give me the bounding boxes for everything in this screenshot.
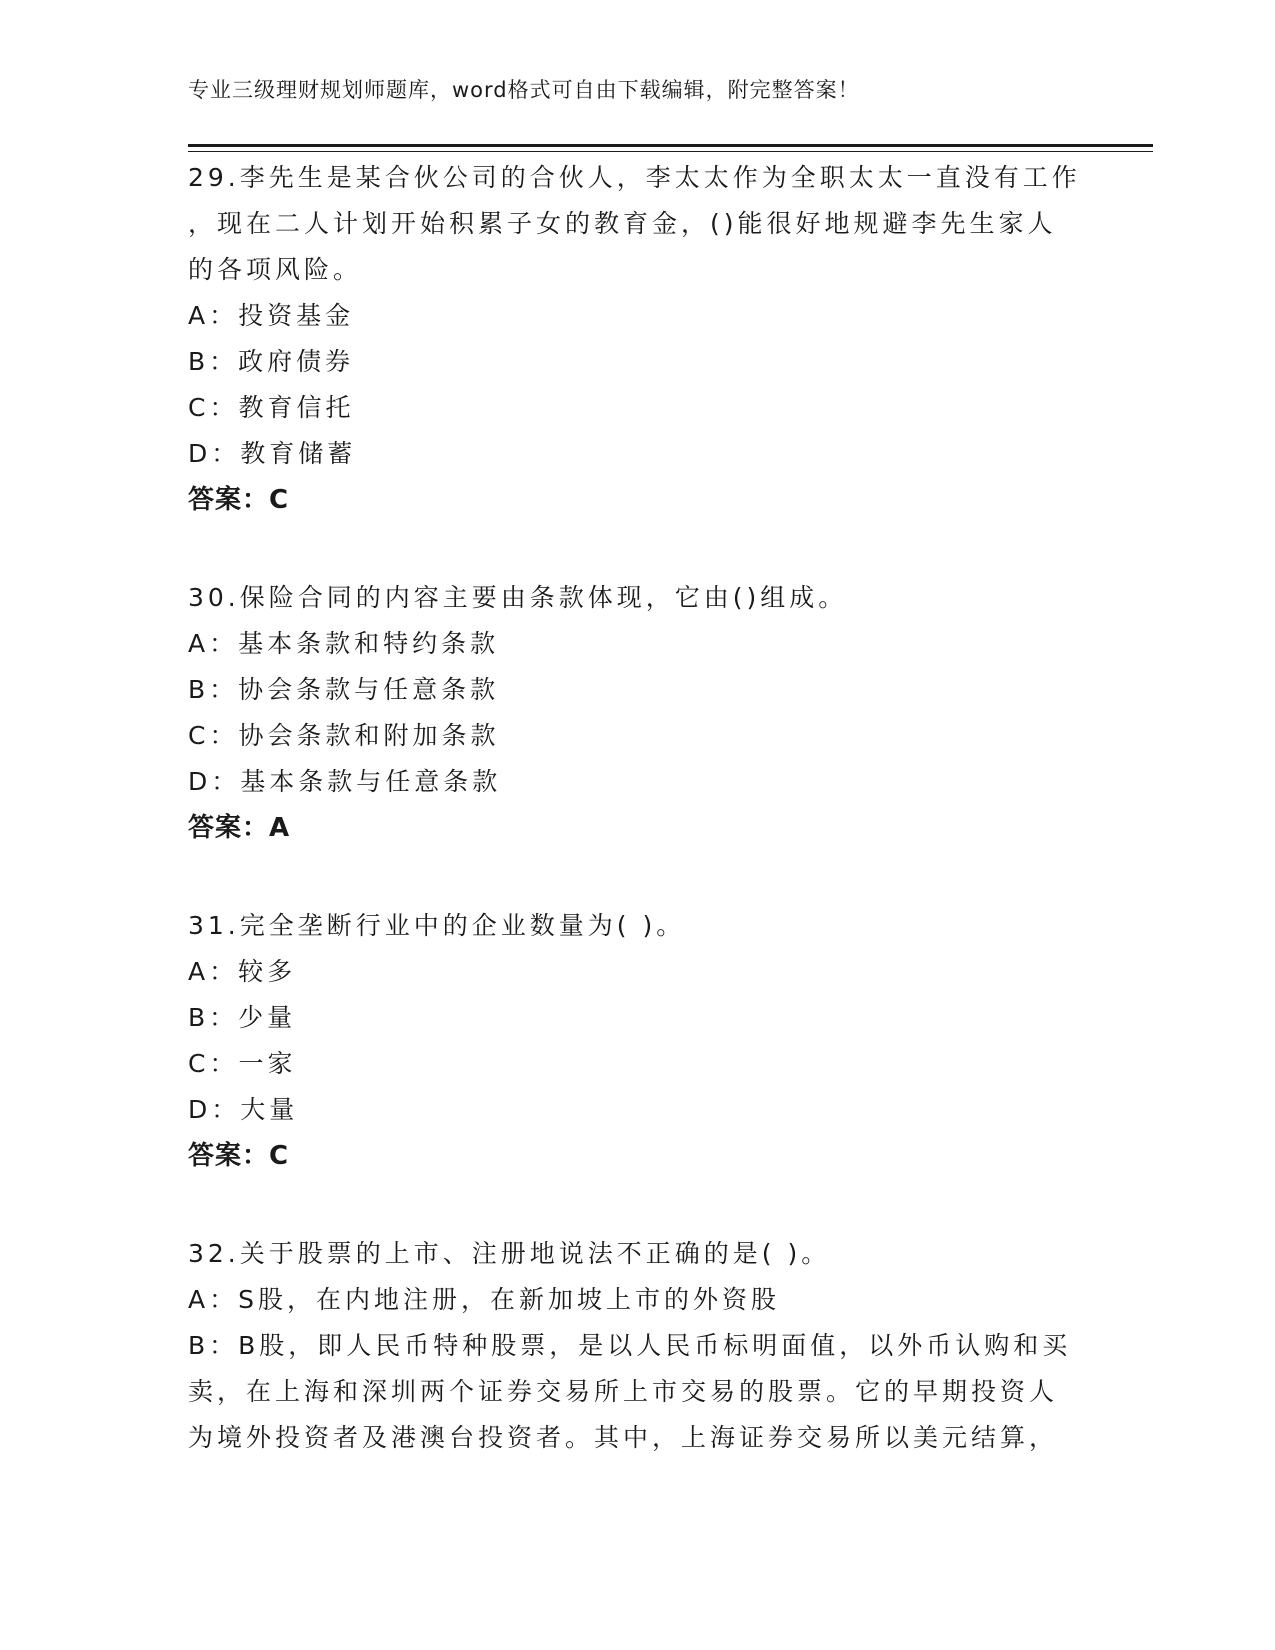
question-stem-line: 29.李先生是某合伙公司的合伙人，李太太作为全职太太一直没有工作 xyxy=(188,163,1081,192)
option-b: B：协会条款与任意条款 xyxy=(188,675,500,704)
answer-line: 答案：A xyxy=(188,813,291,843)
option-d: D：教育储蓄 xyxy=(188,439,357,468)
option-a: A：基本条款和特约条款 xyxy=(188,629,500,658)
question-stem-line: 32.关于股票的上市、注册地说法不正确的是( )。 xyxy=(188,1239,831,1268)
option-a: A：较多 xyxy=(188,957,297,986)
header-rule-thin xyxy=(188,151,1153,152)
option-b: B：政府债券 xyxy=(188,347,355,376)
page-header: 专业三级理财规划师题库，word格式可自由下载编辑，附完整答案！ xyxy=(188,78,860,102)
question-stem-line: 的各项风险。 xyxy=(188,255,363,284)
option-b-continued: 为境外投资者及港澳台投资者。其中，上海证券交易所以美元结算， xyxy=(188,1423,1059,1452)
option-c: C：一家 xyxy=(188,1049,297,1078)
option-c: C：协会条款和附加条款 xyxy=(188,721,500,750)
option-a: A：S股，在内地注册，在新加坡上市的外资股 xyxy=(188,1285,780,1314)
answer-line: 答案：C xyxy=(188,1141,290,1171)
option-d: D：大量 xyxy=(188,1095,299,1124)
question-stem-line: ，现在二人计划开始积累子女的教育金，()能很好地规避李先生家人 xyxy=(188,209,1057,238)
question-stem-line: 31.完全垄断行业中的企业数量为( )。 xyxy=(188,911,686,940)
option-c: C：教育信托 xyxy=(188,393,355,422)
question-stem-line: 30.保险合同的内容主要由条款体现，它由()组成。 xyxy=(188,583,848,612)
option-a: A：投资基金 xyxy=(188,301,355,330)
option-b: B：B股，即人民币特种股票，是以人民币标明面值，以外币认购和买 xyxy=(188,1331,1072,1360)
answer-line: 答案：C xyxy=(188,485,290,515)
question-32 xyxy=(188,1231,1088,1461)
header-rule-thick xyxy=(188,144,1153,147)
option-b: B：少量 xyxy=(188,1003,297,1032)
question-30 xyxy=(188,575,1088,851)
question-list xyxy=(188,155,1088,1513)
question-31 xyxy=(188,903,1088,1179)
option-d: D：基本条款与任意条款 xyxy=(188,767,502,796)
question-29 xyxy=(188,155,1088,523)
option-b-continued: 卖，在上海和深圳两个证券交易所上市交易的股票。它的早期投资人 xyxy=(188,1377,1059,1406)
